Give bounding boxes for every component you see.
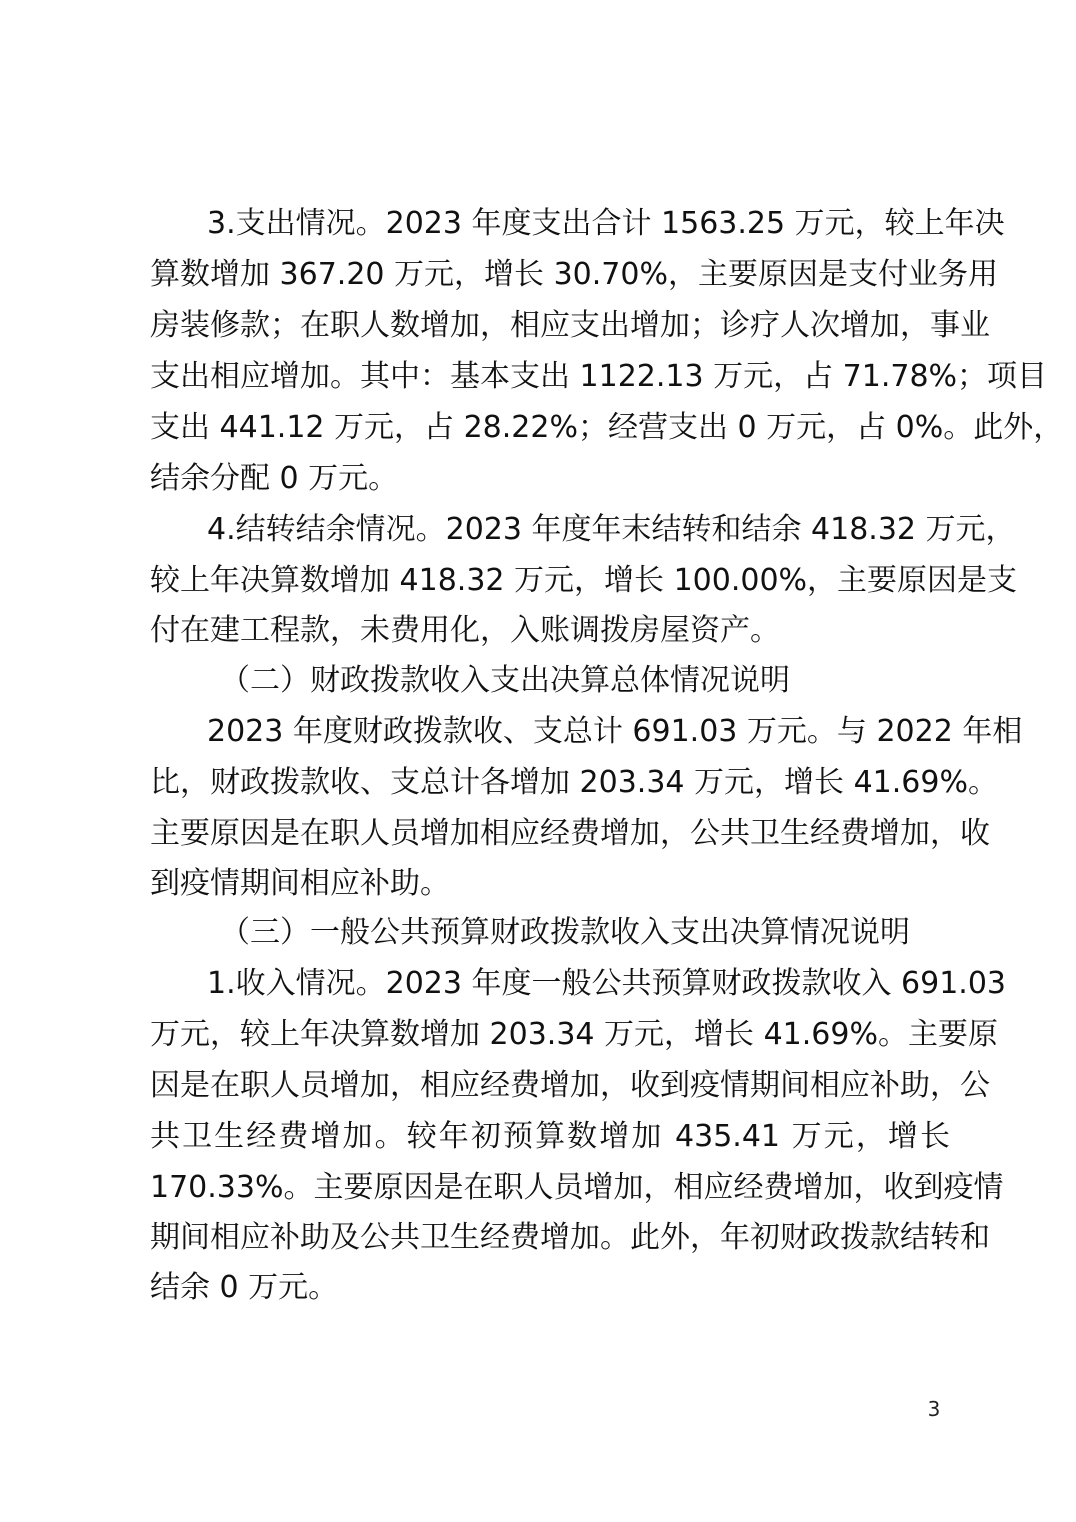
paragraph-line: 房装修款；在职人数增加，相应支出增加；诊疗人次增加，事业 <box>150 308 990 343</box>
paragraph-line: 支出 441.12 万元，占 28.22%；经营支出 0 万元，占 0%。此外， <box>150 410 1064 445</box>
paragraph-line: 期间相应补助及公共卫生经费增加。此外，年初财政拨款结转和 <box>150 1220 990 1255</box>
paragraph-line: 较上年决算数增加 418.32 万元，增长 100.00%，主要原因是支 <box>150 563 1018 598</box>
paragraph-line: 结余 0 万元。 <box>150 1270 339 1305</box>
paragraph-line: 1.收入情况。2023 年度一般公共预算财政拨款收入 691.03 <box>207 966 1007 1001</box>
paragraph-line: 到疫情期间相应补助。 <box>150 866 450 901</box>
paragraph-line: 4.结转结余情况。2023 年度年末结转和结余 418.32 万元， <box>207 512 1016 547</box>
paragraph-line: 结余分配 0 万元。 <box>150 461 399 496</box>
paragraph-line: 170.33%。主要原因是在职人员增加，相应经费增加，收到疫情 <box>150 1170 1004 1205</box>
section-heading: （三）一般公共预算财政拨款收入支出决算情况说明 <box>220 915 910 950</box>
paragraph-line: 3.支出情况。2023 年度支出合计 1563.25 万元，较上年决 <box>207 206 1005 241</box>
paragraph-line: 共卫生经费增加。较年初预算数增加 435.41 万元，增长 <box>150 1119 950 1154</box>
paragraph-line: 2023 年度财政拨款收、支总计 691.03 万元。与 2022 年相 <box>207 714 1023 749</box>
paragraph-line: 万元，较上年决算数增加 203.34 万元，增长 41.69%。主要原 <box>150 1017 998 1052</box>
paragraph-line: 比，财政拨款收、支总计各增加 203.34 万元，增长 41.69%。 <box>150 765 998 800</box>
paragraph-line: 主要原因是在职人员增加相应经费增加，公共卫生经费增加，收 <box>150 816 990 851</box>
page-number: 3 <box>927 1397 941 1421</box>
paragraph-line: 付在建工程款，未费用化，入账调拨房屋资产。 <box>150 613 780 648</box>
section-heading: （二）财政拨款收入支出决算总体情况说明 <box>220 663 790 698</box>
paragraph-line: 因是在职人员增加，相应经费增加，收到疫情期间相应补助，公 <box>150 1068 990 1103</box>
paragraph-line: 算数增加 367.20 万元，增长 30.70%，主要原因是支付业务用 <box>150 257 998 292</box>
paragraph-line: 支出相应增加。其中：基本支出 1122.13 万元，占 71.78%；项目 <box>150 359 1048 394</box>
